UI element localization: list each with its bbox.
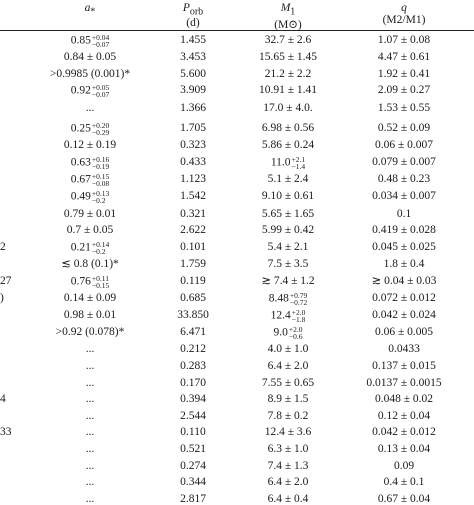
header-mass-ratio: q (M2/M1) <box>382 2 426 26</box>
ratio-cell: 0.12 ± 0.04 <box>377 409 431 422</box>
period-cell: 0.394 <box>180 393 206 406</box>
ratio-cell: 4.47 ± 0.61 <box>377 51 431 64</box>
row-stub-label: 4 <box>0 393 6 406</box>
spin-cell: 0.25 +0.20 −0.29 <box>70 121 110 138</box>
ratio-cell: ≳ 0.04 ± 0.03 <box>371 274 437 287</box>
ratio-cell: 0.034 ± 0.007 <box>372 190 436 203</box>
spin-cell: 0.92 +0.05 −0.07 <box>70 83 110 100</box>
ratio-cell: 0.0433 <box>388 343 420 356</box>
ratio-cell: 1.8 ± 0.4 <box>383 258 425 270</box>
period-cell: 3.453 <box>180 51 206 64</box>
spin-cell: 0.49 +0.13 −0.2 <box>70 189 110 206</box>
ratio-cell: 1.53 ± 0.55 <box>377 101 431 114</box>
mass-cell: ≳ 7.4 ± 1.2 <box>261 274 315 287</box>
row-stub-label: 2 <box>0 240 6 253</box>
spin-cell: 0.21 +0.14 −0.2 <box>70 239 110 256</box>
header-bh-mass: $M_1$ (M⊙) <box>274 2 302 32</box>
spin-cell: >0.9985 (0.001)* <box>49 67 131 80</box>
period-cell: 0.321 <box>180 207 206 220</box>
mass-cell: 6.4 ± 2.0 <box>267 360 309 372</box>
mass-cell: 12.4 ± 3.6 <box>264 426 312 439</box>
row-stub-label: 33 <box>0 426 12 439</box>
row-stub-label: ) <box>0 291 4 304</box>
spin-cell: 0.7 ± 0.05 <box>66 224 114 237</box>
period-cell: 0.283 <box>180 360 206 372</box>
period-cell: 6.471 <box>180 326 206 339</box>
spin-cell: ... <box>85 443 95 455</box>
header-period: $P_{orb}$ (d) <box>182 2 204 30</box>
spin-cell: ... <box>85 492 95 505</box>
spin-cell: ... <box>85 459 95 472</box>
ratio-cell: 0.52 ± 0.09 <box>377 122 431 135</box>
mass-cell: 9.0 +2.0 −0.6 <box>273 325 303 342</box>
spin-cell: ... <box>85 360 95 372</box>
period-cell: 2.817 <box>180 492 206 505</box>
period-cell: 0.119 <box>180 274 206 287</box>
header-rule <box>0 30 474 31</box>
mass-cell: 21.2 ± 2.2 <box>264 67 312 80</box>
header-spin: $a_*$ <box>84 2 96 18</box>
spin-cell: 0.76 +0.11 −0.15 <box>70 273 110 290</box>
spin-cell: 0.12 ± 0.19 <box>63 139 117 152</box>
spin-cell: 0.85 +0.04 −0.07 <box>70 33 110 49</box>
ratio-cell: 0.06 ± 0.005 <box>374 326 434 339</box>
period-cell: 0.212 <box>180 343 206 356</box>
spin-cell: 0.79 ± 0.01 <box>63 207 117 220</box>
mass-cell: 4.0 ± 1.0 <box>267 343 309 356</box>
spin-cell: 0.84 ± 0.05 <box>63 51 117 64</box>
period-cell: 0.170 <box>180 376 206 389</box>
spin-cell: ≲ 0.8 (0.1)* <box>61 258 119 270</box>
mass-cell: 7.5 ± 3.5 <box>267 258 309 270</box>
spin-cell: ... <box>85 376 95 389</box>
spin-cell: >0.92 (0.078)* <box>55 326 125 339</box>
ratio-cell: 0.48 ± 0.23 <box>377 173 431 186</box>
ratio-cell: 0.0137 ± 0.0015 <box>366 376 442 389</box>
period-cell: 1.455 <box>180 34 206 46</box>
mass-cell: 5.4 ± 2.1 <box>267 240 309 253</box>
mass-cell: 8.9 ± 1.5 <box>267 393 309 406</box>
period-cell: 1.123 <box>180 173 206 186</box>
period-cell: 33.850 <box>177 309 209 321</box>
ratio-cell: 0.072 ± 0.012 <box>372 291 436 304</box>
period-cell: 3.909 <box>180 84 206 97</box>
mass-cell: 32.7 ± 2.6 <box>264 34 312 46</box>
ratio-cell: 0.09 <box>393 459 415 472</box>
mass-cell: 6.4 ± 0.4 <box>267 492 309 505</box>
period-cell: 0.110 <box>180 426 206 439</box>
mass-cell: 6.4 ± 2.0 <box>267 476 309 489</box>
spin-cell: 0.14 ± 0.09 <box>63 291 117 304</box>
mass-cell: 11.0 +2.1 −1.4 <box>270 155 306 171</box>
ratio-cell: 0.137 ± 0.015 <box>372 360 436 372</box>
period-cell: 2.622 <box>180 224 206 237</box>
period-cell: 0.433 <box>180 156 206 168</box>
mass-cell: 7.4 ± 1.3 <box>267 459 309 472</box>
mass-cell: 9.10 ± 0.61 <box>261 190 315 203</box>
spin-cell: 0.98 ± 0.01 <box>63 309 117 321</box>
period-cell: 0.274 <box>180 459 206 472</box>
mass-cell: 6.3 ± 1.0 <box>267 443 309 455</box>
period-cell: 0.685 <box>180 291 206 304</box>
mass-cell: 17.0 ± 4.0. <box>263 101 313 114</box>
mass-cell: 10.91 ± 1.41 <box>258 84 318 97</box>
mass-cell: 7.8 ± 0.2 <box>267 409 309 422</box>
spin-cell: ... <box>85 393 95 406</box>
mass-cell: 5.1 ± 2.4 <box>267 173 309 186</box>
ratio-cell: 2.09 ± 0.27 <box>377 84 431 97</box>
ratio-cell: 0.045 ± 0.025 <box>372 240 436 253</box>
period-cell: 0.344 <box>180 476 206 489</box>
period-cell: 0.101 <box>180 240 206 253</box>
period-cell: 1.759 <box>180 258 206 270</box>
mass-cell: 8.48 +0.79 −0.72 <box>268 290 308 307</box>
period-cell: 1.705 <box>180 122 206 135</box>
period-cell: 0.323 <box>180 139 206 152</box>
ratio-cell: 0.13 ± 0.04 <box>377 443 431 455</box>
period-cell: 5.600 <box>180 67 206 80</box>
ratio-cell: 0.1 <box>396 207 412 220</box>
ratio-cell: 0.06 ± 0.007 <box>374 139 434 152</box>
ratio-cell: 0.079 ± 0.007 <box>372 156 436 168</box>
ratio-cell: 0.048 ± 0.02 <box>374 393 434 406</box>
spin-cell: ... <box>85 476 95 489</box>
mass-cell: 6.98 ± 0.56 <box>261 122 315 135</box>
ratio-cell: 0.67 ± 0.04 <box>377 492 431 505</box>
mass-cell: 5.65 ± 1.65 <box>261 207 315 220</box>
ratio-cell: 0.042 ± 0.012 <box>372 426 436 439</box>
spin-cell: ... <box>85 101 95 114</box>
mass-cell: 5.86 ± 0.24 <box>261 139 315 152</box>
mass-cell: 12.4 +2.0 −1.8 <box>270 308 306 324</box>
mass-cell: 5.99 ± 0.42 <box>261 224 315 237</box>
period-cell: 1.366 <box>180 101 206 114</box>
mass-cell: 7.55 ± 0.65 <box>261 376 315 389</box>
spin-cell: ... <box>85 343 95 356</box>
row-stub-label: 27 <box>0 274 12 287</box>
ratio-cell: 1.92 ± 0.41 <box>377 67 431 80</box>
ratio-cell: 0.4 ± 0.1 <box>383 476 425 489</box>
spin-cell: 0.67 +0.15 −0.08 <box>70 172 110 189</box>
period-cell: 0.521 <box>180 443 206 455</box>
ratio-cell: 1.07 ± 0.08 <box>377 34 431 46</box>
mass-cell: 15.65 ± 1.45 <box>258 51 318 64</box>
ratio-cell: 0.419 ± 0.028 <box>372 224 436 237</box>
spin-cell: ... <box>85 409 95 422</box>
ratio-cell: 0.042 ± 0.024 <box>372 309 436 321</box>
period-cell: 1.542 <box>180 190 206 203</box>
period-cell: 2.544 <box>180 409 206 422</box>
spin-cell: 0.63 +0.16 −0.19 <box>70 155 110 171</box>
spin-cell: ... <box>85 426 95 439</box>
